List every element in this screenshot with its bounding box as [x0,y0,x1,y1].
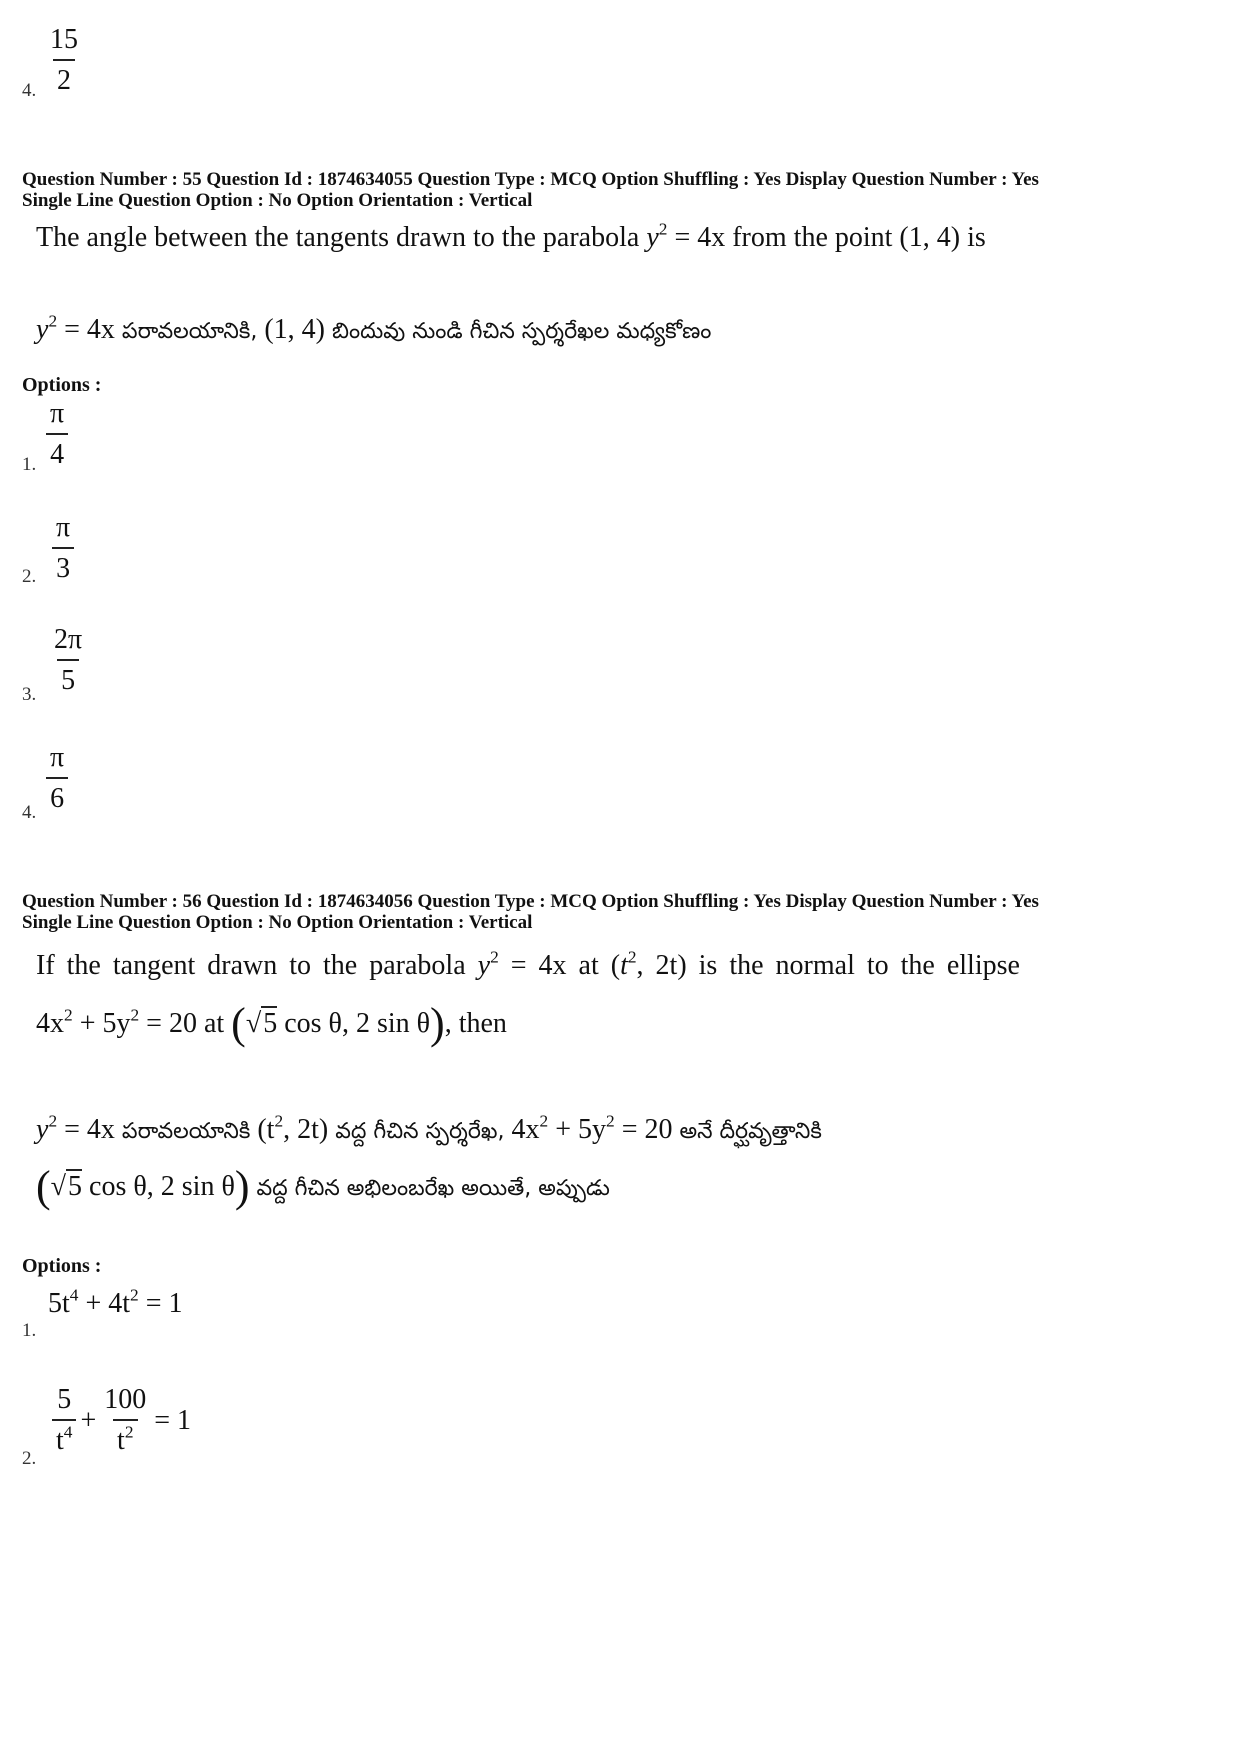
option-label: 1. [22,1320,37,1341]
option-label: 3. [22,684,37,705]
question-meta [22,169,1039,211]
option-fraction: $\frac{100}{t^2}$ [104,1384,147,1456]
option-2-fraction[interactable] [52,514,74,583]
option-1-fraction[interactable] [46,400,68,469]
fraction-numerator: π [56,512,71,543]
options-heading: Options : [22,374,102,396]
fraction-numerator: 15 [50,24,78,55]
question-meta [22,891,1039,933]
option-label: 4. [22,802,37,823]
question-meta-line2: Single Line Question Option : No Option Orientation : Vertical [22,912,533,933]
option-label: 2. [22,1448,37,1469]
question-meta-line1: Question Number : 56 Question Id : 1874634056 Question Type : MCQ Option Shuffling : Yes Display Question Number : Yes [22,891,1039,912]
fraction-denominator: 4 [46,433,68,469]
question-meta-line1: Question Number : 55 Question Id : 1874634055 Question Type : MCQ Option Shuffling : Yes Display Question Number : Yes [22,169,1039,190]
question-meta-line2: Single Line Question Option : No Option Orientation : Vertical [22,190,533,211]
question-text-english: If the tangent drawn to the parabola $y^2 = 4x$ at ($t^2$, 2t) is the normal to the ellipse $4x^2 + 5y^2 = 20$ at (√5 cos θ, 2 sin θ), then [36,947,1020,1048]
fraction-denominator: 2 [53,59,75,95]
option-label: 1. [22,454,37,475]
option-fraction[interactable] [46,26,82,95]
option-3-fraction[interactable] [50,626,86,695]
option-fraction: $\frac{5}{t^4}$ [52,1386,76,1455]
fraction-denominator: 3 [52,547,74,583]
question-text-telugu: $y^2 = 4x$ పరావలయానికి, (1, 4) బిందువు నుండి గీచిన స్పర్శరేఖల మధ్యకోణం [36,311,712,345]
option-2-expression[interactable]: $\frac{5}{t^4}$ + $\frac{100}{t^2}$ = 1 [52,1386,191,1455]
fraction-denominator: 6 [46,777,68,813]
fraction-numerator: π [50,398,65,429]
fraction-denominator: 5 [57,659,79,695]
option-4-fraction[interactable] [46,744,68,813]
options-heading: Options : [22,1255,102,1277]
option-label: 4. [22,80,37,101]
option-label: 2. [22,566,37,587]
option-1-expression[interactable]: $5t^4 + 4t^2 = 1$ [48,1285,183,1319]
question-text-english: The angle between the tangents drawn to the parabola $y^2 = 4x$ from the point (1, 4) is [36,219,986,253]
question-text-telugu: $y^2 = 4x$ పరావలయానికి ($t^2$, 2t) వద్ద గీచిన స్పర్శరేఖ, $4x^2 + 5y^2 = 20$ అనే దీర్ఘవృత్తానికి (√5 cos θ, 2 sin θ) వద్ద గీచిన అభిలంబరేఖ అయితే, అప్పుడు [36,1111,822,1211]
fraction-numerator: π [50,742,65,773]
fraction-numerator: 2π [54,624,83,655]
